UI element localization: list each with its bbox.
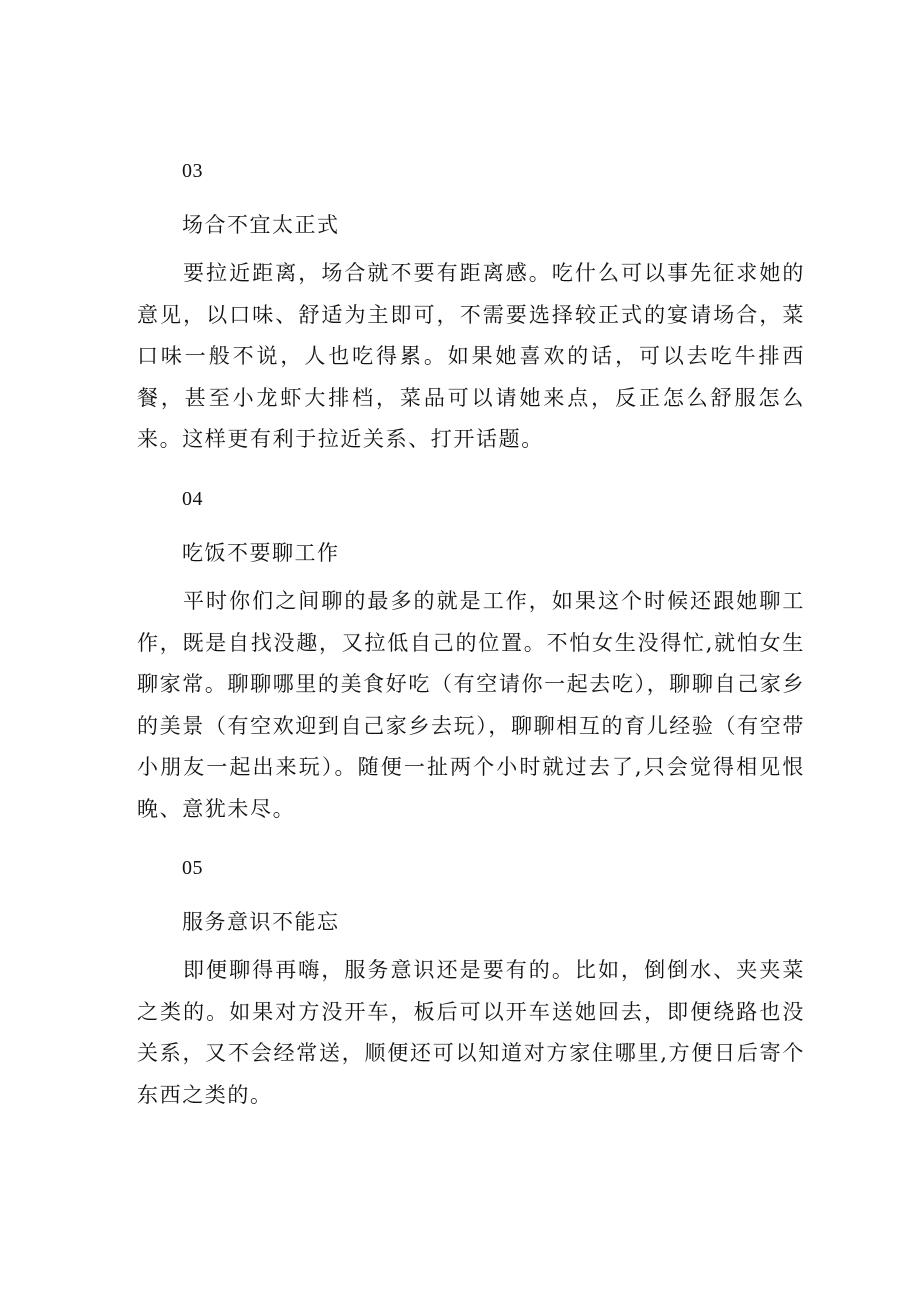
section-paragraph: 平时你们之间聊的最多的就是工作，如果这个时候还跟她聊工作，既是自找没趣，又拉低自己的位置。不怕女生没得忙,就怕女生聊家常。聊聊哪里的美食好吃（有空请你一起去吃），聊聊自己家乡的美景（有空欢迎到自己家乡去玩），聊聊相互的育儿经验（有空带小朋友一起出来玩）。随便一扯两个小时就过去了,只会觉得相见恨晚、意犹未尽。 [137,589,805,821]
section-heading: 吃饭不要聊工作 [182,541,340,565]
section-number: 05 [182,857,203,879]
section-heading: 场合不宜太正式 [182,213,340,237]
section-number: 04 [182,488,203,510]
section-heading: 服务意识不能忘 [182,910,340,934]
section-paragraph: 即便聊得再嗨，服务意识还是要有的。比如，倒倒水、夹夹菜之类的。如果对方没开车，板后可以开车送她回去，即便绕路也没关系，又不会经常送，顺便还可以知道对方家住哪里,方便日后寄个东西之类的。 [137,958,805,1107]
section-paragraph: 要拉近距离，场合就不要有距离感。吃什么可以事先征求她的意见，以口味、舒适为主即可，不需要选择较正式的宴请场合，菜口味一般不说，人也吃得累。如果她喜欢的话，可以去吃牛排西餐，甚至小龙虾大排档，菜品可以请她来点，反正怎么舒服怎么来。这样更有利于拉近关系、打开话题。 [137,261,805,451]
section-number: 03 [182,160,203,182]
